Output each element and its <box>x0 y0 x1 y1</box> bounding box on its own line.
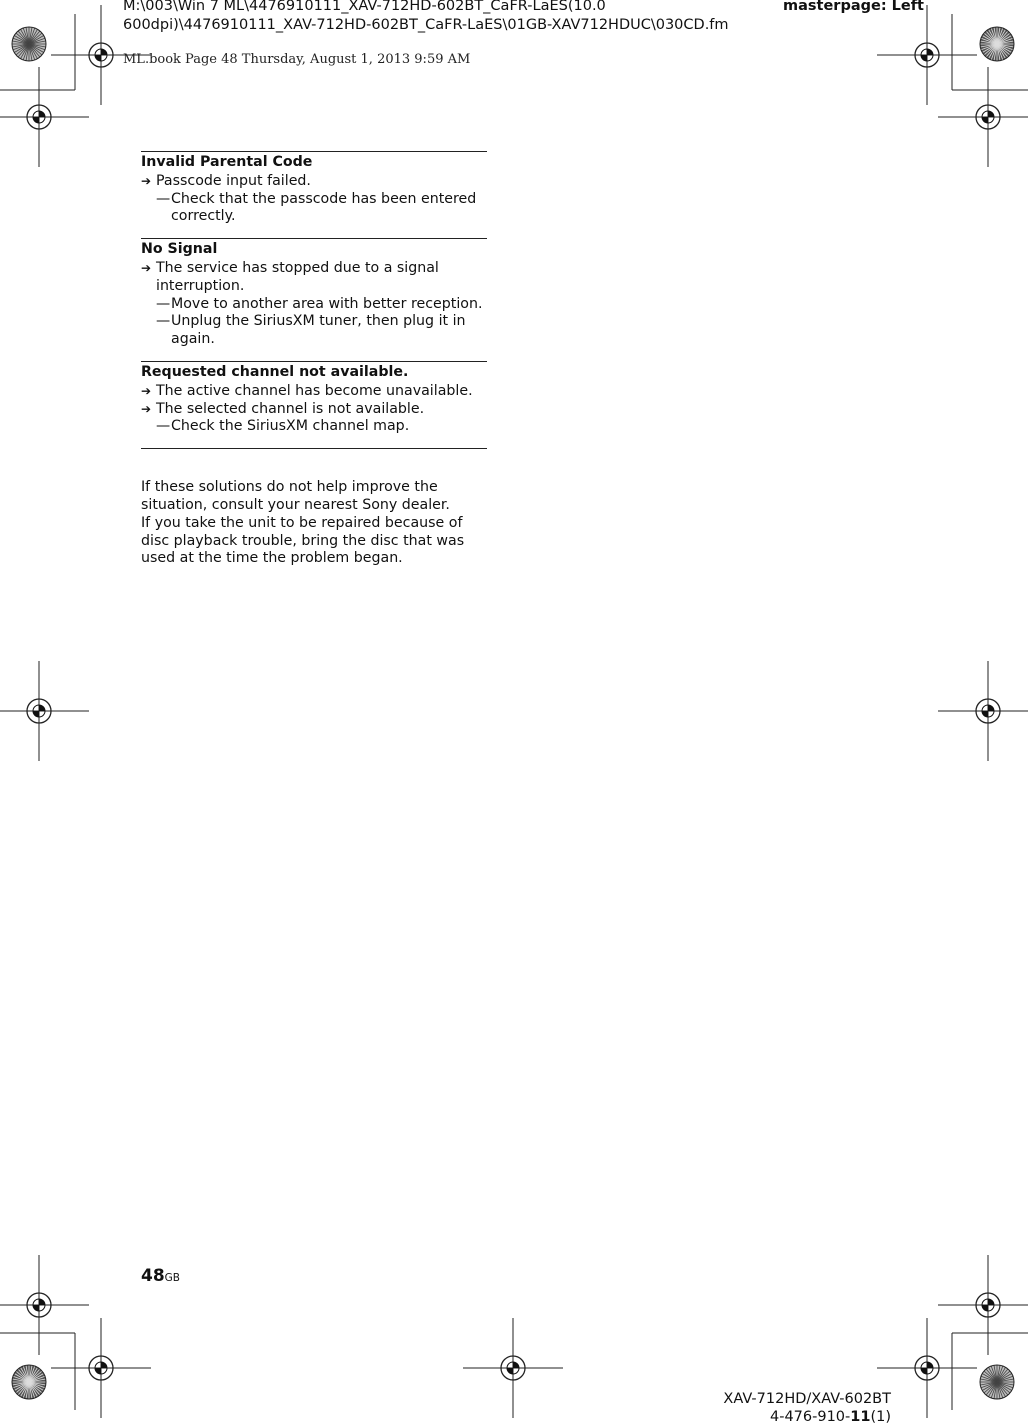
entry-title: No Signal <box>141 241 218 258</box>
starburst-mark <box>12 1365 46 1399</box>
entry-title: Requested channel not available. <box>141 363 409 380</box>
starburst-mark <box>980 1365 1014 1399</box>
dash-icon: — <box>156 295 171 312</box>
dash-icon: — <box>156 418 171 435</box>
remedy-text: Unplug the SiriusXM tuner, then plug it in again. <box>171 313 466 348</box>
cause-text: Passcode input failed. <box>156 172 311 189</box>
starburst-mark <box>980 27 1014 61</box>
dash-icon: — <box>156 313 171 330</box>
registration-mark <box>0 1255 89 1355</box>
arrow-icon: ➔ <box>141 383 152 398</box>
remedy-text: Check that the passcode has been entered correctly. <box>171 190 477 225</box>
book-info-line: ML.book Page 48 Thursday, August 1, 2013 9:59 AM <box>123 52 471 67</box>
closing-paragraph: If these solutions do not help improve the situation, consult your nearest Sony dealer. <box>141 479 450 513</box>
starburst-mark <box>12 27 46 61</box>
part-bold: 11 <box>850 1409 871 1425</box>
entry-title: Invalid Parental Code <box>141 154 313 170</box>
registration-mark <box>0 67 89 167</box>
masterpage-label: masterpage: Left <box>783 0 924 14</box>
remedy-text: Check the SiriusXM channel map. <box>171 418 410 435</box>
dash-icon: — <box>156 190 171 207</box>
model-name: XAV-712HD/XAV-602BT <box>723 1391 891 1407</box>
closing-paragraph: If you take the unit to be repaired because of disc playback trouble, bring the disc that was used at the time the problem began. <box>141 514 465 567</box>
arrow-icon: ➔ <box>141 401 152 416</box>
page-number-value: 48 <box>141 1266 165 1286</box>
cause-text: The selected channel is not available. <box>156 400 425 417</box>
part-prefix: 4-476-910- <box>769 1409 851 1425</box>
remedy-text: Move to another area with better reception. <box>171 295 483 312</box>
cause-text: The active channel has become unavailable. <box>156 382 473 399</box>
registration-mark <box>938 661 1028 761</box>
registration-mark <box>463 1318 563 1418</box>
arrow-icon: ➔ <box>141 173 152 188</box>
file-path-header: M:\003\Win 7 ML\4476910111_XAV-712HD-602BT_CaFR-LaES(10.0 600dpi)\4476910111_XAV-712HD-602BT_CaFR-LaES\01GB-XAV712HDUC\030CD.fm <box>123 0 729 33</box>
page-number-suffix: GB <box>164 1272 181 1284</box>
registration-mark <box>0 661 89 761</box>
arrow-icon: ➔ <box>141 260 152 275</box>
part-suffix: (1) <box>870 1409 891 1425</box>
cause-text: The service has stopped due to a signal interruption. <box>156 259 439 294</box>
